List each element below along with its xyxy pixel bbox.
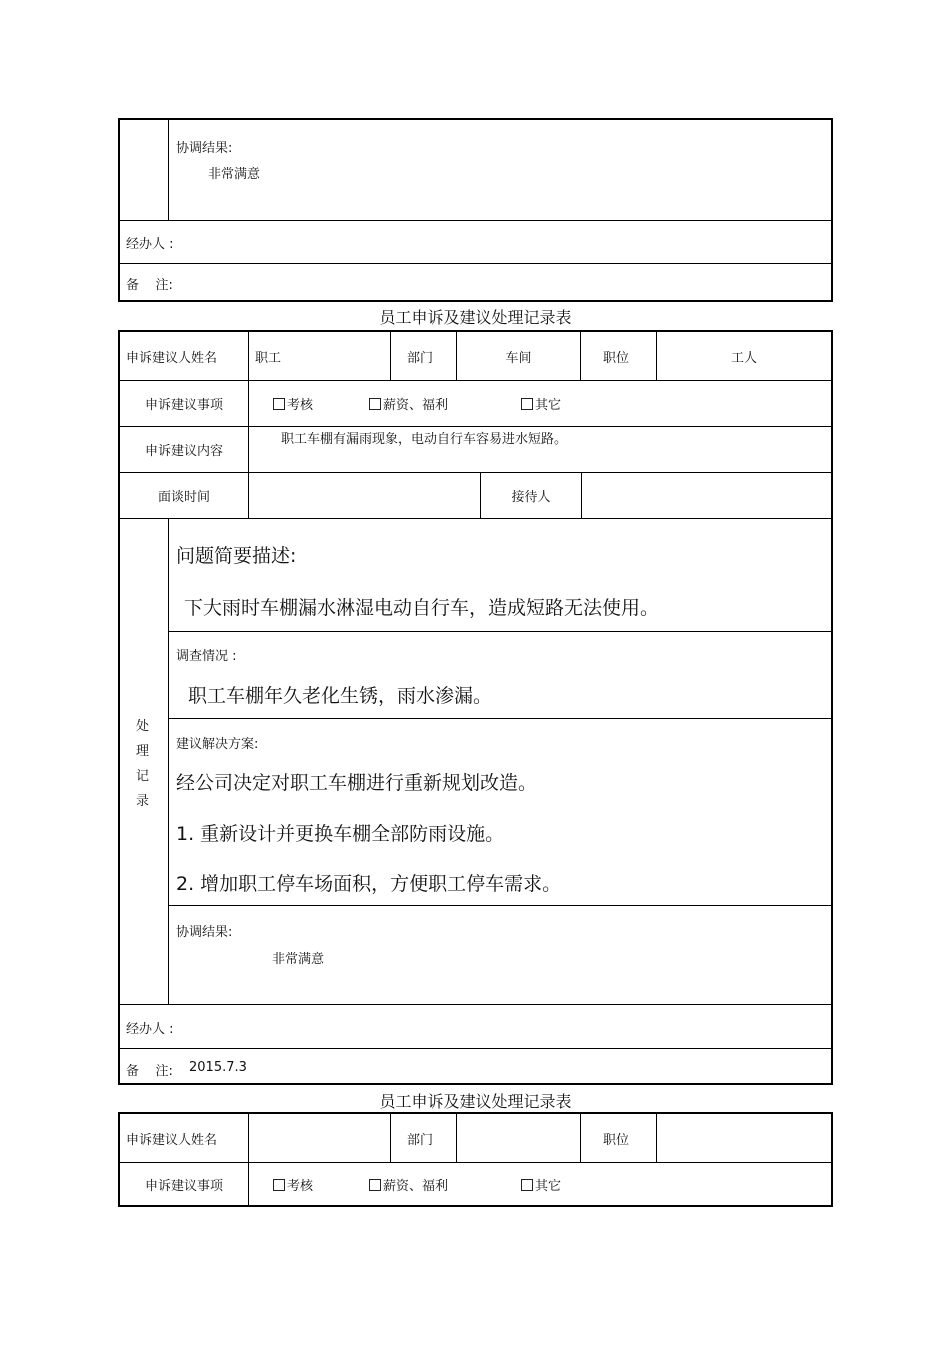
option-assessment[interactable] — [273, 394, 313, 413]
record-column-divider — [168, 519, 169, 1004]
coord-label: 协调结果: — [176, 141, 233, 156]
name-label-cell — [120, 332, 248, 380]
solution-line-3: 2. 增加职工停车场面积，方便职工停车需求。 — [176, 873, 562, 895]
coord-value: 非常满意 — [272, 952, 325, 967]
investigation-label: 调查情况 : — [176, 649, 237, 664]
interview-value-cell[interactable] — [248, 473, 480, 518]
form2-matters-row — [120, 1162, 831, 1205]
remark-row — [120, 263, 831, 300]
remark-label: 备 注: — [126, 278, 173, 293]
option-salary-label: 薪资、福利 — [383, 398, 449, 413]
name-value: 职工 — [255, 350, 282, 366]
option-salary[interactable] — [369, 1175, 448, 1194]
option-other[interactable] — [521, 1175, 561, 1194]
receiver-value-cell[interactable] — [581, 473, 831, 518]
content-label-cell — [120, 427, 248, 472]
option-other-label: 其它 — [535, 398, 562, 413]
position-label: 职位 — [603, 350, 630, 366]
option-assessment-label: 考核 — [287, 398, 314, 413]
name-value-cell[interactable] — [248, 332, 390, 380]
dept-label-cell — [390, 332, 456, 380]
checkbox-icon[interactable] — [273, 1179, 285, 1191]
investigation-divider — [168, 718, 831, 719]
form1-caption: 员工申诉及建议处理记录表 — [379, 308, 572, 327]
dept-label-cell — [390, 1114, 456, 1162]
coord-row — [120, 120, 831, 220]
record-column-divider — [168, 120, 169, 220]
handler-label: 经办人 : — [126, 1022, 174, 1037]
form2-table — [118, 1112, 833, 1207]
content-label: 申诉建议内容 — [144, 444, 223, 459]
position-value-cell[interactable] — [656, 1114, 831, 1162]
dept-value: 车间 — [505, 350, 532, 366]
form2-name-row — [120, 1114, 831, 1162]
option-other[interactable] — [521, 394, 561, 413]
problem-value: 下大雨时车棚漏水淋湿电动自行车，造成短路无法使用。 — [184, 597, 660, 619]
option-assessment-label: 考核 — [287, 1178, 314, 1194]
form1-name-row — [120, 332, 831, 380]
form1-matters-row — [120, 380, 831, 426]
interview-label: 面谈时间 — [157, 490, 210, 505]
solution-line-1: 经公司决定对职工车棚进行重新规划改造。 — [176, 772, 538, 794]
matters-options-cell — [248, 1163, 831, 1205]
remark-value: 2015.7.3 — [189, 1060, 247, 1075]
matters-label: 申诉建议事项 — [144, 1178, 223, 1194]
dept-value-cell[interactable] — [456, 332, 580, 380]
record-label-4: 录 — [136, 794, 150, 809]
matters-label-cell — [120, 381, 248, 426]
option-salary[interactable] — [369, 394, 448, 413]
content-value-cell[interactable] — [248, 427, 831, 472]
solution-line-2: 1. 重新设计并更换车棚全部防雨设施。 — [176, 823, 505, 845]
matters-label-cell — [120, 1163, 248, 1205]
position-label-cell — [580, 1114, 656, 1162]
checkbox-icon[interactable] — [521, 1179, 533, 1191]
record-label-2: 理 — [136, 744, 150, 759]
interview-label-cell — [120, 473, 248, 518]
position-value-cell[interactable] — [656, 332, 831, 380]
position-value: 工人 — [730, 350, 757, 366]
coord-value: 非常满意 — [208, 167, 261, 182]
option-salary-label: 薪资、福利 — [383, 1178, 449, 1194]
form1-record-row — [120, 518, 831, 1004]
solution-label: 建议解决方案: — [176, 737, 259, 752]
investigation-value: 职工车棚年久老化生锈，雨水渗漏。 — [188, 685, 493, 707]
solution-divider — [168, 905, 831, 906]
position-label-cell — [580, 332, 656, 380]
checkbox-icon[interactable] — [521, 398, 533, 410]
top-fragment-table — [118, 118, 833, 302]
checkbox-icon[interactable] — [369, 1179, 381, 1191]
dept-value-cell[interactable] — [456, 1114, 580, 1162]
dept-label: 部门 — [407, 1132, 434, 1148]
problem-divider — [168, 631, 831, 632]
name-label: 申诉建议人姓名 — [126, 350, 218, 366]
receiver-label-cell — [480, 473, 581, 518]
form1-content-row — [120, 426, 831, 472]
content-value: 职工车棚有漏雨现象，电动自行车容易进水短路。 — [281, 432, 568, 447]
checkbox-icon[interactable] — [369, 398, 381, 410]
record-label-3: 记 — [136, 769, 150, 784]
name-value-cell[interactable] — [248, 1114, 390, 1162]
record-label-1: 处 — [136, 719, 150, 734]
form2-caption: 员工申诉及建议处理记录表 — [379, 1092, 572, 1111]
form1-table — [118, 330, 833, 1085]
receiver-label: 接待人 — [511, 490, 551, 505]
position-label: 职位 — [603, 1132, 630, 1148]
form1-handler-row — [120, 1004, 831, 1048]
coord-label: 协调结果: — [176, 925, 233, 940]
remark-label: 备 注: — [126, 1064, 173, 1079]
matters-options-cell — [248, 381, 831, 426]
problem-label: 问题简要描述: — [176, 545, 297, 567]
name-label-cell — [120, 1114, 248, 1162]
name-label: 申诉建议人姓名 — [126, 1132, 218, 1148]
option-other-label: 其它 — [535, 1178, 562, 1194]
checkbox-icon[interactable] — [273, 398, 285, 410]
form1-interview-row — [120, 472, 831, 518]
handler-row — [120, 220, 831, 263]
form1-remark-row — [120, 1048, 831, 1085]
matters-label: 申诉建议事项 — [144, 398, 223, 413]
dept-label: 部门 — [407, 350, 434, 366]
handler-label: 经办人 : — [126, 237, 174, 252]
option-assessment[interactable] — [273, 1175, 313, 1194]
